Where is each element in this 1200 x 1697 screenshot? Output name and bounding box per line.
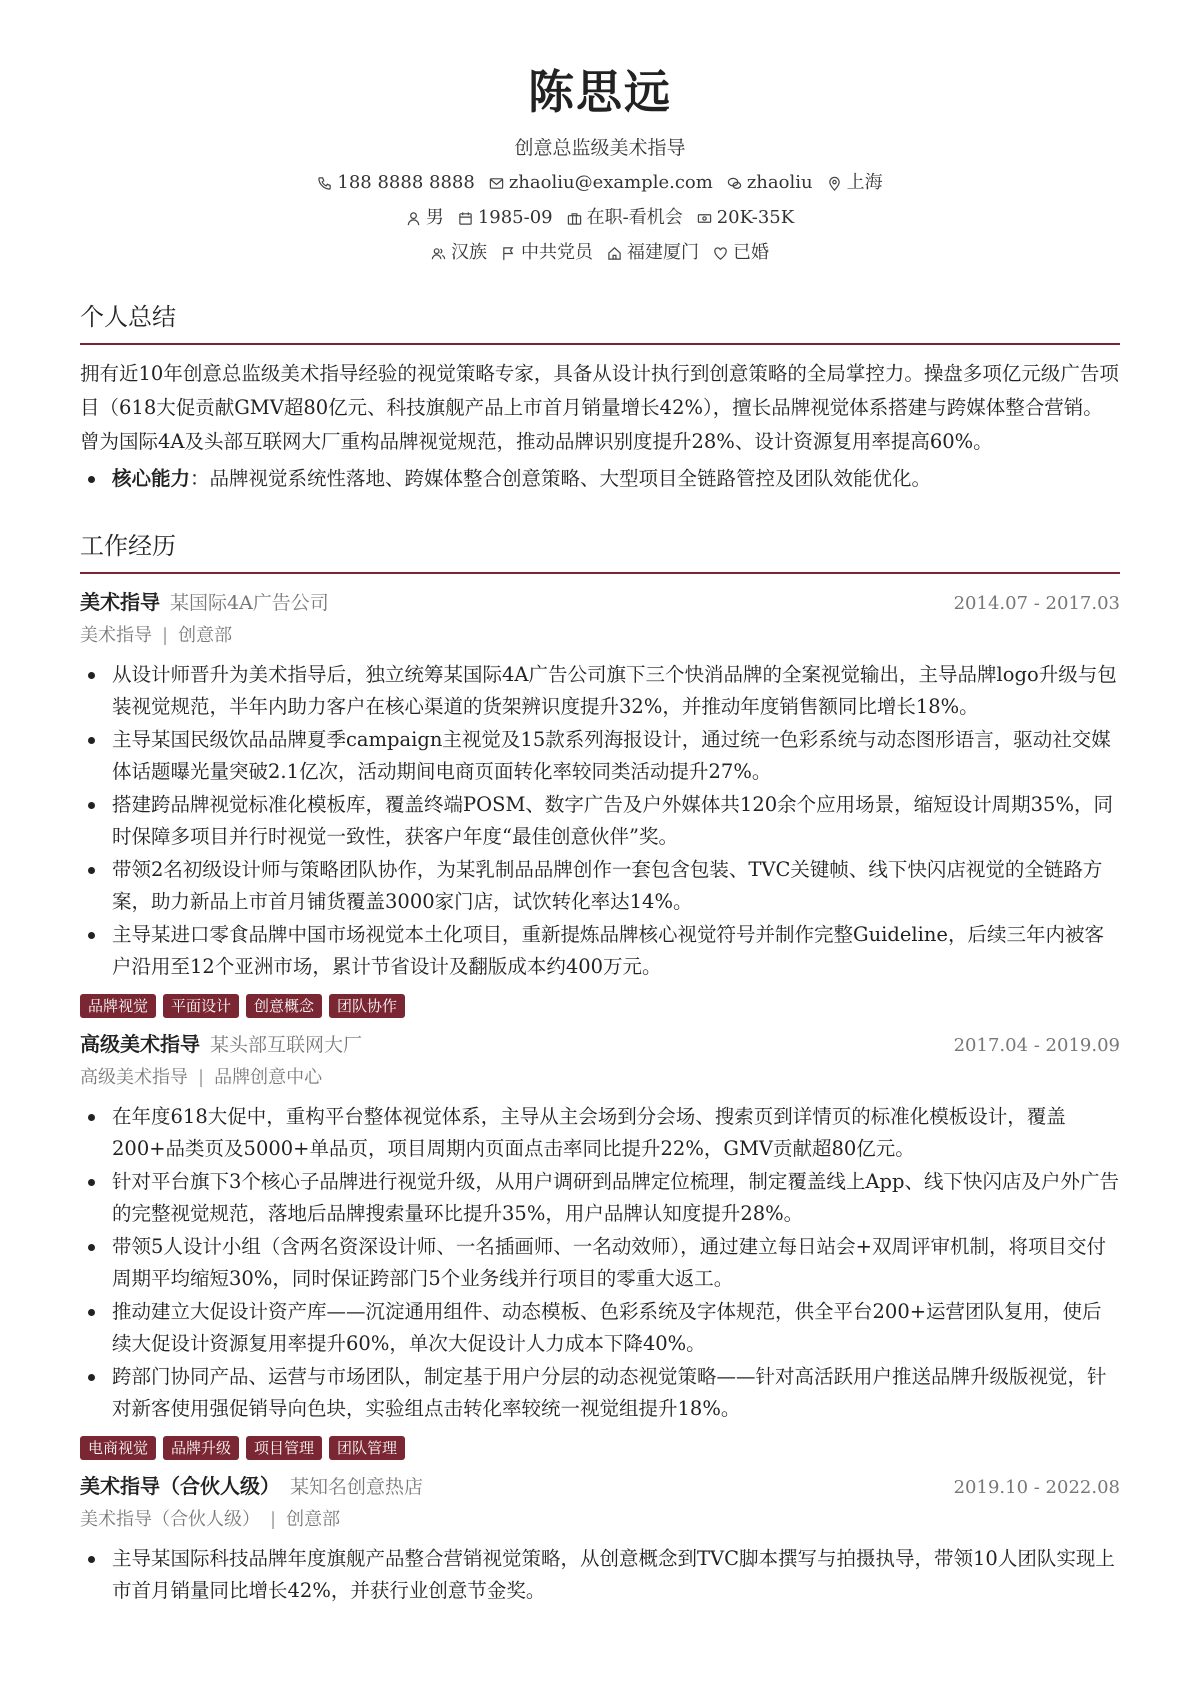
job-position: 高级美术指导 xyxy=(80,1066,188,1088)
skill-tags xyxy=(80,994,1120,1018)
job-position: 美术指导 xyxy=(80,624,152,646)
skill-tag: 项目管理 xyxy=(246,1436,322,1460)
marital-info xyxy=(713,239,769,267)
experience-heading: 工作经历 xyxy=(80,530,1120,574)
politics-info xyxy=(501,239,593,267)
job-bullet: 针对平台旗下3个核心子品牌进行视觉升级，从用户调研到品牌定位梳理，制定覆盖线上App、线下快闪店及户外广告的完整视觉规范，落地后品牌搜索量环比提升35%，用户品牌认知度提升28%。 xyxy=(112,1166,1120,1231)
skill-tag: 团队管理 xyxy=(329,1436,405,1460)
job-bullets xyxy=(80,659,1120,984)
job-entry xyxy=(80,1472,1120,1608)
money-icon xyxy=(697,211,712,226)
email-info xyxy=(489,169,713,197)
core-skill-text: ：品牌视觉系统性落地、跨媒体整合创意策略、大型项目全链路管控及团队效能优化。 xyxy=(190,467,932,490)
politics-text: 中共党员 xyxy=(521,242,593,263)
calendar-icon xyxy=(458,211,473,226)
location-pin-icon xyxy=(827,176,842,191)
skill-tag: 平面设计 xyxy=(163,994,239,1018)
gender-text: 男 xyxy=(425,207,444,228)
job-header xyxy=(80,1030,1120,1060)
marital-text: 已婚 xyxy=(733,242,769,263)
home-icon xyxy=(607,246,622,261)
phone-info xyxy=(317,169,474,197)
job-entry xyxy=(80,1030,1120,1460)
core-skill-label: 核心能力 xyxy=(112,467,191,490)
job-department: 创意部 xyxy=(178,624,233,646)
job-subtitle xyxy=(80,1064,1120,1092)
job-company: 某头部互联网大厂 xyxy=(210,1033,363,1056)
job-department: 创意部 xyxy=(286,1508,341,1530)
ethnicity-info xyxy=(431,239,487,267)
candidate-title: 创意总监级美术指导 xyxy=(514,137,686,159)
hometown-text: 福建厦门 xyxy=(627,242,699,263)
group-icon xyxy=(431,246,446,261)
separator: | xyxy=(162,624,169,646)
job-header xyxy=(80,1472,1120,1502)
skill-tag: 创意概念 xyxy=(246,994,322,1018)
salary-text: 20K-35K xyxy=(716,207,795,228)
experience-section xyxy=(80,530,1120,1608)
job-subtitle xyxy=(80,1506,1120,1534)
person-icon xyxy=(406,211,421,226)
separator: | xyxy=(198,1066,205,1088)
core-list xyxy=(80,463,1120,496)
job-bullet: 从设计师晋升为美术指导后，独立统筹某国际4A广告公司旗下三个快消品牌的全案视觉输出，主导品牌logo升级与包装视觉规范，半年内助力客户在核心渠道的货架辨识度提升32%，并推动年度销售额同比增长18%。 xyxy=(112,659,1120,724)
flag-icon xyxy=(501,246,516,261)
job-bullet: 主导某进口零食品牌中国市场视觉本土化项目，重新提炼品牌核心视觉符号并制作完整Guideline，后续三年内被客户沿用至12个亚洲市场，累计节省设计及翻版成本约400万元。 xyxy=(112,919,1120,984)
job-bullet: 带领2名初级设计师与策略团队协作，为某乳制品品牌创作一套包含包装、TVC关键帧、线下快闪店视觉的全链路方案，助力新品上市首月铺货覆盖3000家门店，试饮转化率达14%。 xyxy=(112,854,1120,919)
birth-info xyxy=(458,204,553,232)
job-bullet: 推动建立大促设计资产库——沉淀通用组件、动态模板、色彩系统及字体规范，供全平台200+运营团队复用，使后续大促设计资源复用率提升60%，单次大促设计人力成本下降40%。 xyxy=(112,1296,1120,1361)
resume-header xyxy=(0,0,1200,267)
wechat-info xyxy=(727,169,813,197)
job-position: 美术指导（合伙人级） xyxy=(80,1508,260,1530)
hometown-info xyxy=(607,239,699,267)
salary-info xyxy=(697,204,794,232)
skill-tag: 电商视觉 xyxy=(80,1436,156,1460)
city-info xyxy=(827,169,883,197)
job-company: 某知名创意热店 xyxy=(290,1475,424,1498)
job-entry xyxy=(80,588,1120,1018)
job-title: 高级美术指导 xyxy=(80,1031,200,1056)
job-date: 2014.07 - 2017.03 xyxy=(953,592,1120,614)
basic-info-line xyxy=(0,204,1200,232)
job-bullet: 搭建跨品牌视觉标准化模板库，覆盖终端POSM、数字广告及户外媒体共120余个应用场景，缩短设计周期35%，同时保障多项目并行时视觉一致性，获客户年度“最佳创意伙伴”奖。 xyxy=(112,789,1120,854)
contact-line xyxy=(0,169,1200,197)
status-text: 在职-看机会 xyxy=(586,207,683,228)
candidate-name: 陈思远 xyxy=(528,65,672,119)
job-bullet: 跨部门协同产品、运营与市场团队，制定基于用户分层的动态视觉策略——针对高活跃用户推送品牌升级版视觉，针对新客使用强促销导向色块，实验组点击转化率较统一视觉组提升18%。 xyxy=(112,1361,1120,1426)
summary-heading: 个人总结 xyxy=(80,301,1120,345)
summary-section xyxy=(80,301,1120,496)
phone-text: 188 8888 8888 xyxy=(337,172,475,193)
birth-text: 1985-09 xyxy=(477,207,553,228)
skill-tag: 品牌视觉 xyxy=(80,994,156,1018)
job-date: 2019.10 - 2022.08 xyxy=(953,1476,1120,1498)
city-text: 上海 xyxy=(846,172,883,193)
phone-icon xyxy=(317,176,332,191)
job-title: 美术指导（合伙人级） xyxy=(80,1473,280,1498)
summary-text: 拥有近10年创意总监级美术指导经验的视觉策略专家，具备从设计执行到创意策略的全局掌控力。操盘多项亿元级广告项目（618大促贡献GMV超80亿元、科技旗舰产品上市首月销量增长42%），擅长品牌视觉体系搭建与跨媒体整合营销。曾为国际4A及头部互联网大厂重构品牌视觉规范，推动品牌识别度提升28%、设计资源复用率提高60%。 xyxy=(80,362,1119,453)
mail-icon xyxy=(489,176,504,191)
job-title: 美术指导 xyxy=(80,589,160,614)
gender-info xyxy=(406,204,444,232)
wechat-text: zhaoliu xyxy=(746,172,813,193)
job-bullet: 带领5人设计小组（含两名资深设计师、一名插画师、一名动效师），通过建立每日站会+双周评审机制，将项目交付周期平均缩短30%，同时保证跨部门5个业务线并行项目的零重大返工。 xyxy=(112,1231,1120,1296)
wechat-icon xyxy=(727,176,742,191)
job-subtitle xyxy=(80,622,1120,650)
ethnicity-text: 汉族 xyxy=(451,242,487,263)
job-date: 2017.04 - 2019.09 xyxy=(953,1034,1120,1056)
job-company: 某国际4A广告公司 xyxy=(170,591,329,614)
job-bullets xyxy=(80,1101,1120,1426)
job-bullet: 在年度618大促中，重构平台整体视觉体系，主导从主会场到分会场、搜索页到详情页的标准化模板设计，覆盖200+品类页及5000+单品页，项目周期内页面点击率同比提升22%，GMV贡献超80亿元。 xyxy=(112,1101,1120,1166)
job-bullet: 主导某国民级饮品品牌夏季campaign主视觉及15款系列海报设计，通过统一色彩系统与动态图形语言，驱动社交媒体话题曝光量突破2.1亿次，活动期间电商页面转化率较同类活动提升27%。 xyxy=(112,724,1120,789)
status-info xyxy=(567,204,683,232)
heart-icon xyxy=(713,246,728,261)
job-bullet: 主导某国际科技品牌年度旗舰产品整合营销视觉策略，从创意概念到TVC脚本撰写与拍摄执导，带领10人团队实现上市首月销量同比增长42%，并获行业创意节金奖。 xyxy=(112,1543,1120,1608)
core-skill-item xyxy=(112,463,1120,496)
job-department: 品牌创意中心 xyxy=(214,1066,323,1088)
email-text: zhaoliu@example.com xyxy=(508,172,713,193)
personal-info-line xyxy=(0,239,1200,267)
briefcase-icon xyxy=(567,211,582,226)
job-header xyxy=(80,588,1120,618)
skill-tag: 团队协作 xyxy=(329,994,405,1018)
job-bullets xyxy=(80,1543,1120,1608)
skill-tags xyxy=(80,1436,1120,1460)
separator: | xyxy=(270,1508,277,1530)
skill-tag: 品牌升级 xyxy=(163,1436,239,1460)
